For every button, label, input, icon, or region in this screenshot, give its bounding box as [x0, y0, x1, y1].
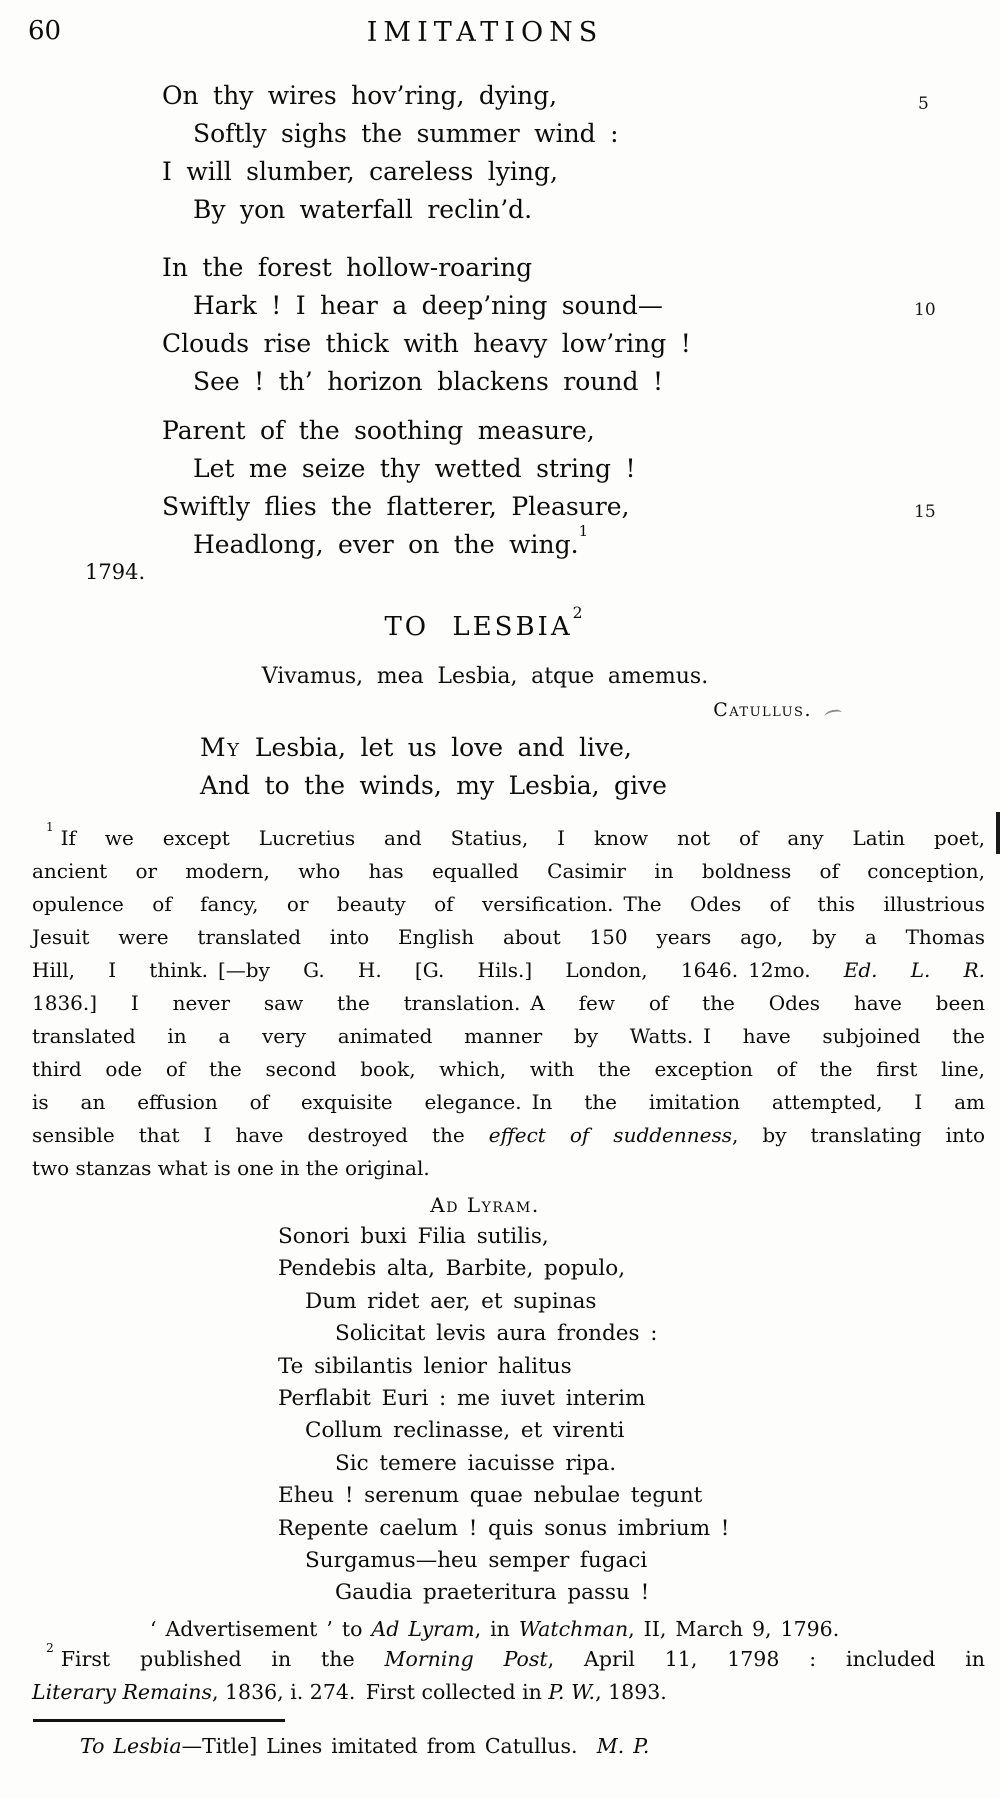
poem-date: 1794.: [85, 560, 146, 584]
poem-title: TO LESBIA$^2$: [384, 603, 586, 642]
latin-line: Dum ridet aer, et supinas: [305, 1288, 597, 1314]
italic-initials: M. P.: [596, 1734, 650, 1758]
italic-title: Morning Post: [384, 1647, 548, 1671]
footnote-2: [32, 1643, 985, 1709]
latin-poem: [278, 1221, 729, 1610]
poem-line: In the forest hollow-roaring: [162, 253, 533, 282]
poem-line: On thy wires hov’ring, dying,: [162, 81, 558, 110]
scan-squiggle-artifact: [823, 709, 842, 721]
poem-stanza: [162, 412, 636, 564]
italic-title: Watchman: [518, 1617, 629, 1641]
footnote-line: ancient or modern, who has equalled Casimir in boldness of conception,: [32, 859, 985, 883]
footnote-reference: 1: [578, 522, 589, 541]
poem-line: Hark ! I hear a deep’ning sound—: [193, 291, 663, 320]
small-caps-word: My: [200, 733, 241, 762]
italic-title: P. W.: [548, 1680, 596, 1704]
footnote-line: is an effusion of exquisite elegance. In the imitation attempted, I am: [32, 1090, 985, 1114]
poem-line: Parent of the soothing measure,: [162, 416, 595, 445]
latin-line: Eheu ! serenum quae nebulae tegunt: [278, 1483, 703, 1509]
poem-line: My Lesbia, let us love and live,: [200, 733, 632, 762]
epigraph-attribution: Catullus.: [713, 699, 812, 721]
poem-line: And to the winds, my Lesbia, give: [200, 771, 667, 800]
footnote-reference: 2: [572, 603, 586, 622]
poem-line: Softly sighs the summer wind :: [193, 119, 619, 148]
footnote-line: $^1$ If we except Lucretius and Statius, I know not of any Latin poet,: [46, 820, 985, 850]
margin-line-number: 15: [914, 502, 936, 522]
latin-line: Collum reclinasse, et virenti: [305, 1418, 625, 1444]
latin-line: Repente caelum ! quis sonus imbrium !: [278, 1515, 730, 1541]
footnote-line: Jesuit were translated into English about 150 years ago, by a Thomas: [32, 925, 985, 949]
running-head: IMITATIONS: [366, 17, 604, 48]
latin-line: Sic temere iacuisse ripa.: [335, 1450, 617, 1476]
poem-line: Swiftly flies the flatterer, Pleasure,: [162, 492, 630, 521]
latin-line: Solicitat levis aura frondes :: [335, 1321, 658, 1347]
footnote-line: opulence of fancy, or beauty of versification. The Odes of this illustrious: [32, 892, 985, 916]
footnote-line: $^2$ First published in the Morning Post, April 11, 1798 : included in: [46, 1641, 986, 1671]
footnote-line: third ode of the second book, which, with the exception of the first line,: [32, 1057, 985, 1081]
latin-line: Pendebis alta, Barbite, populo,: [278, 1256, 626, 1282]
italic-title: Literary Remains: [32, 1680, 212, 1704]
footnote-line: translated in a very animated manner by Watts. I have subjoined the: [32, 1024, 985, 1048]
poem-line: Headlong, ever on the wing.$^1$: [193, 522, 589, 559]
margin-line-number: 5: [918, 94, 929, 114]
italic-citation: Ed. L. R.: [843, 958, 985, 982]
latin-line: Surgamus—heu semper fugaci: [305, 1548, 648, 1574]
italic-title: Ad Lyram: [371, 1617, 475, 1641]
poem-opening-lines: [200, 729, 667, 805]
footnote-line: two stanzas what is one in the original.: [32, 1156, 430, 1180]
poem-line: See ! th’ horizon blackens round !: [193, 367, 663, 396]
poem-line: By yon waterfall reclin’d.: [193, 195, 533, 224]
advertisement-note: ‘ Advertisement ’ to Ad Lyram, in Watchman, II, March 9, 1796.: [150, 1617, 840, 1641]
latin-line: Te sibilantis lenior halitus: [278, 1353, 572, 1379]
epigraph: Vivamus, mea Lesbia, atque amemus.: [261, 664, 709, 689]
latin-poem-heading: Ad Lyram.: [430, 1193, 540, 1217]
poem-stanza: [162, 249, 691, 401]
scan-edge-artifact: [996, 812, 1000, 854]
footnote-line: 1836.] I never saw the translation. A few of the Odes have been: [32, 991, 985, 1015]
poem-stanza: [162, 77, 619, 229]
footnote-marker: 2: [46, 1641, 54, 1656]
margin-line-number: 10: [914, 300, 936, 320]
footnote-line: Literary Remains, 1836, i. 274. First collected in P. W., 1893.: [32, 1680, 667, 1704]
latin-line: Sonori buxi Filia sutilis,: [278, 1224, 549, 1249]
poem-line: I will slumber, careless lying,: [162, 157, 558, 186]
italic-title: To Lesbia: [80, 1734, 182, 1758]
latin-line: Perflabit Euri : me iuvet interim: [278, 1386, 646, 1412]
footnote-line: Hill, I think. [—by G. H. [G. Hils.] London, 1646. 12mo. Ed. L. R.: [32, 958, 985, 982]
page-number: 60: [28, 16, 62, 46]
apparatus-note: To Lesbia—Title] Lines imitated from Catullus. M. P.: [80, 1734, 650, 1758]
footnote-separator-rule: [33, 1719, 285, 1722]
poem-line: Let me seize thy wetted string !: [193, 454, 636, 483]
footnote-marker: 1: [46, 820, 54, 835]
latin-line: Gaudia praeteritura passu !: [335, 1580, 650, 1606]
footnote-1: [32, 822, 985, 1185]
footnote-line: sensible that I have destroyed the effect of suddenness, by translating into: [32, 1123, 986, 1147]
italic-phrase: effect of suddenness: [488, 1123, 733, 1147]
poem-line: Clouds rise thick with heavy low’ring !: [162, 329, 691, 358]
